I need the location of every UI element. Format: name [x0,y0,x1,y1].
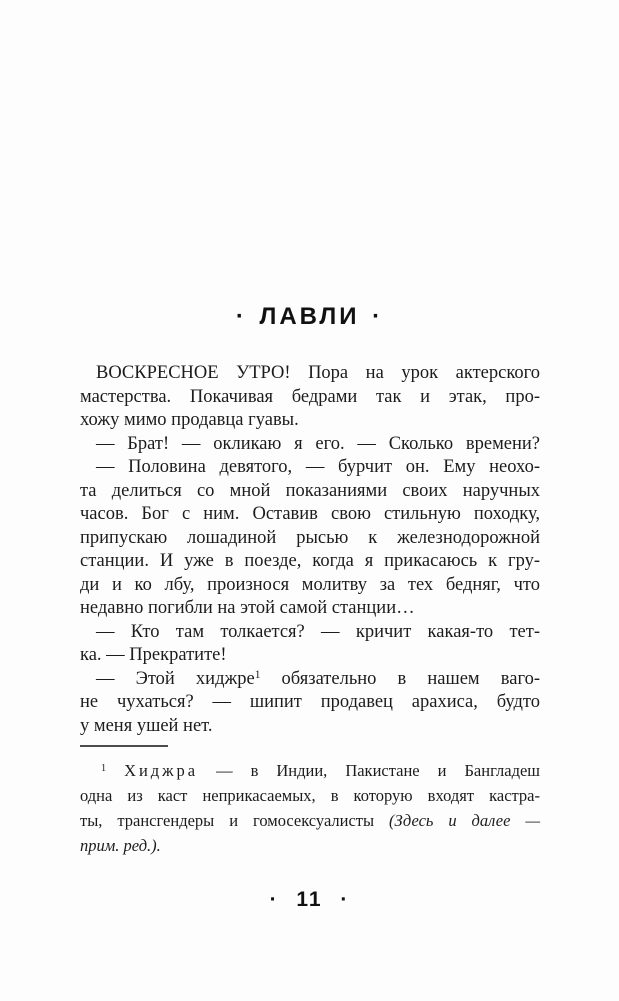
text-segment: недавно погибли на этой самой станции… [80,598,415,618]
text-segment: — Этой хиджре [96,668,255,689]
text-segment: у меня ушей нет. [80,715,213,736]
text-line [80,574,540,598]
text-segment: станции. И уже в поезде, когда я прикасаюсь к гру- [80,551,540,571]
text-segment: (Здесь и далее — [389,811,540,830]
text-line [80,386,540,410]
text-line [80,480,540,504]
footnote-line [80,758,540,783]
text-segment: ка. — Прекратите! [80,645,227,665]
footnote-line [80,783,540,808]
footnote-line [80,833,540,858]
text-segment: одна из каст неприкасаемых, в которую входят кастра- [80,786,540,805]
text-line [80,362,540,386]
text-line [80,409,540,433]
text-segment: — Брат! — окликаю я его. — Сколько времени? [96,433,540,454]
chapter-title: · ЛАВЛИ · [235,303,384,330]
text-line [80,433,540,457]
text-segment: мастерства. Покачивая бедрами так и этак, про- [80,386,540,407]
text-line [80,644,540,668]
text-segment: часов. Бог с ним. Оставив свою стильную походку, [80,504,540,524]
text-segment: ВОСКРЕСНОЕ УТРО! Пора на урок актерского [96,363,540,383]
text-segment: — Половина девятого, — бурчит он. Ему неохо- [96,457,540,477]
page-number: · 11 · [269,888,350,911]
text-segment: — Кто там толкается? — кричит какая-то тет- [96,621,540,642]
body-text [80,362,540,738]
text-line [80,456,540,480]
footnote-marker: 1 [101,763,107,775]
text-segment: обязательно в нашем ваго- [260,668,540,689]
text-segment [106,761,124,780]
footnote-marker: 1 [254,669,261,682]
text-line [80,668,540,692]
text-line [80,715,540,739]
footnote-line [80,808,540,833]
text-line [80,503,540,527]
text-line [80,621,540,645]
text-segment: Хиджра [124,761,199,780]
text-line [80,527,540,551]
text-line [80,597,540,621]
text-segment: не чухаться? — шипит продавец арахиса, будто [80,692,540,712]
text-segment: припускаю лошадиной рысью к железнодорожной [80,527,540,548]
text-segment: ты, трансгендеры и гомосексуалисты [80,811,390,830]
text-line [80,550,540,574]
text-segment: хожу мимо продавца гуавы. [80,410,299,430]
text-segment: прим. ред.). [80,836,161,855]
text-segment: та делиться со мной показаниями своих наручных [80,480,540,501]
text-line [80,691,540,715]
text-segment: ди и ко лбу, произнося молитву за тех бедняг, что [80,574,540,595]
footnote [80,758,540,858]
footnote-divider [80,745,168,747]
text-segment: — в Индии, Пакистане и Бангладеш [198,761,541,780]
